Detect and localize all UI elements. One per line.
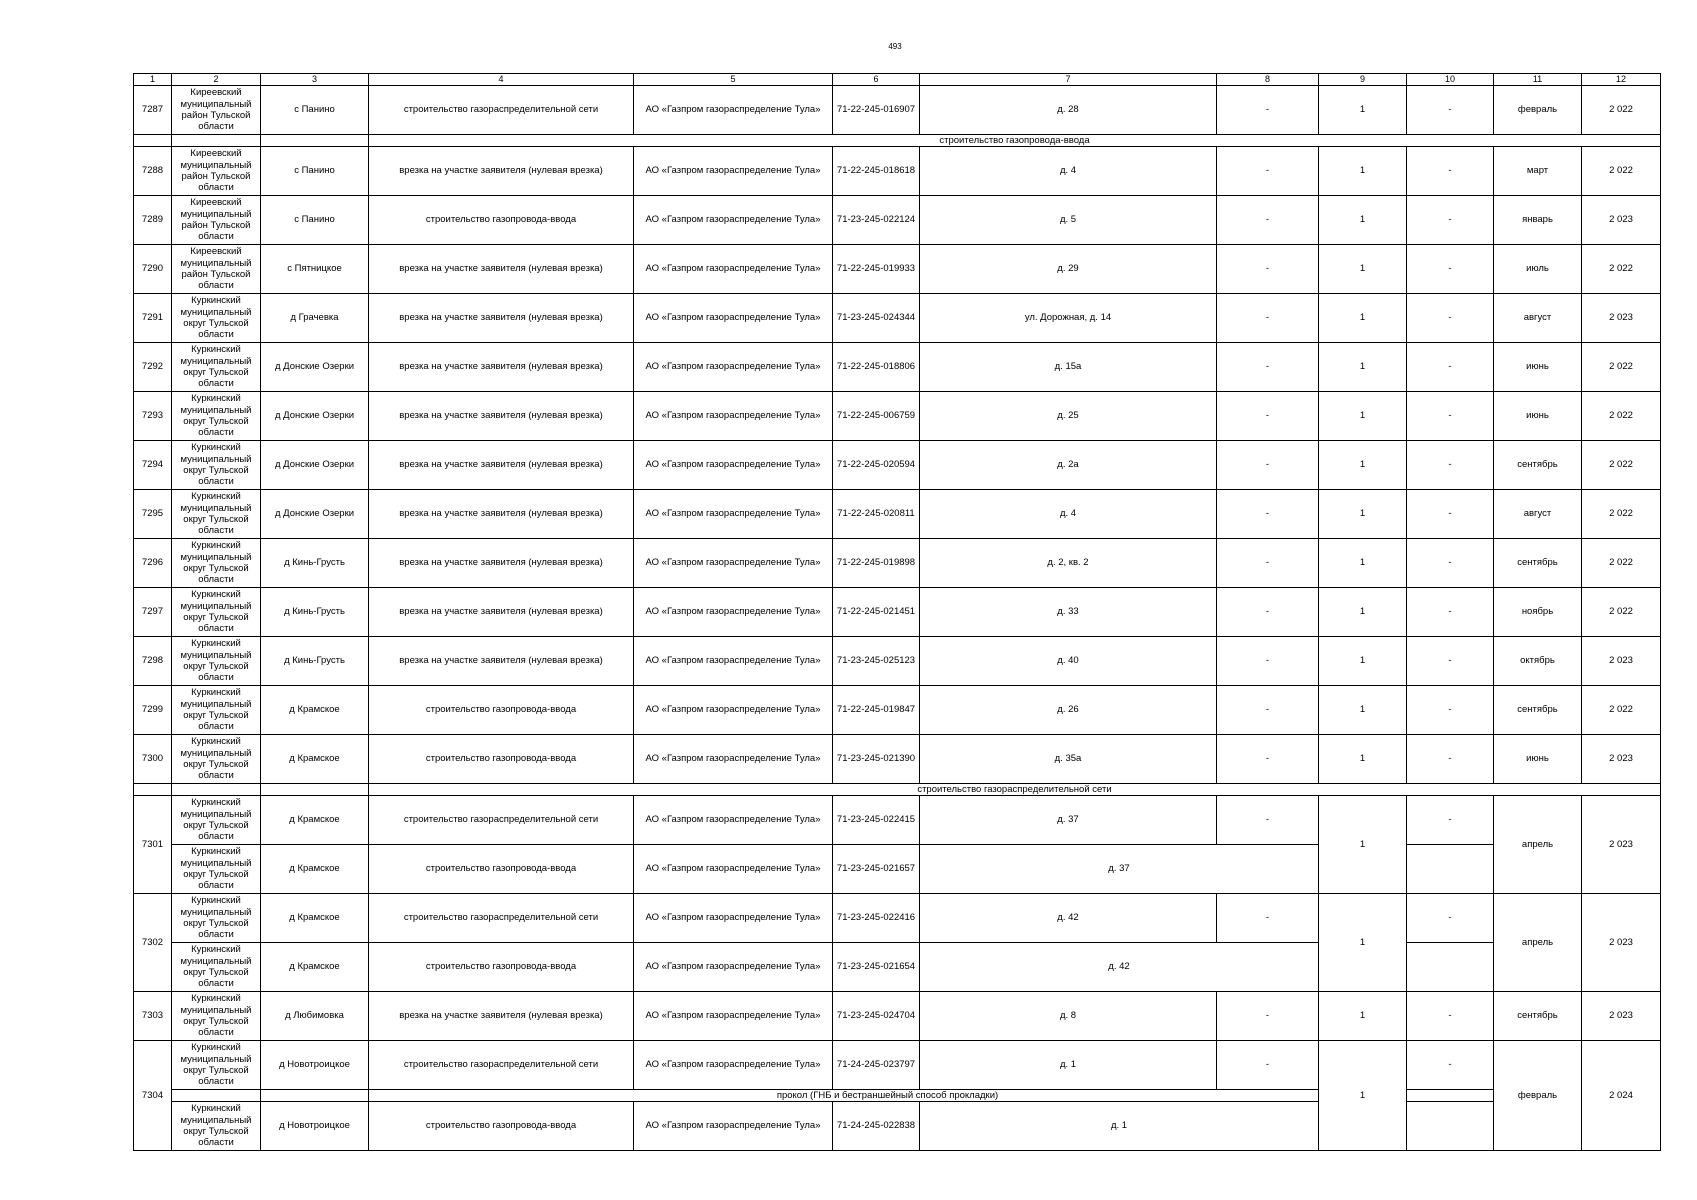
address-cell: д. 15а bbox=[920, 343, 1217, 392]
work-type-cell: строительство газопровода-ввода bbox=[369, 735, 634, 784]
work-type-cell: строительство газораспределительной сети bbox=[369, 894, 634, 943]
column-header: 4 bbox=[369, 74, 634, 86]
organization-cell: АО «Газпром газораспределение Тула» bbox=[634, 539, 833, 588]
organization-cell: АО «Газпром газораспределение Тула» bbox=[634, 294, 833, 343]
municipality-cell: Куркинский муниципальный округ Тульской области bbox=[172, 392, 261, 441]
year-cell: 2 023 bbox=[1582, 196, 1661, 245]
column-header: 8 bbox=[1217, 74, 1319, 86]
address-cell: д. 35а bbox=[920, 735, 1217, 784]
column-9-cell: 1 bbox=[1319, 490, 1407, 539]
empty-cell bbox=[261, 135, 369, 147]
row-number-cell: 7304 bbox=[134, 1041, 172, 1151]
column-10-cell: - bbox=[1407, 343, 1494, 392]
column-10-cell: - bbox=[1407, 196, 1494, 245]
column-8-cell: - bbox=[1217, 490, 1319, 539]
contract-code-cell: 71-22-245-019898 bbox=[833, 539, 920, 588]
row-number-cell: 7299 bbox=[134, 686, 172, 735]
table-row bbox=[134, 588, 1661, 637]
settlement-cell: д Крамское bbox=[261, 894, 369, 943]
column-9-cell: 1 bbox=[1319, 245, 1407, 294]
table-row bbox=[134, 735, 1661, 784]
column-8-cell: - bbox=[1217, 147, 1319, 196]
municipality-cell: Куркинский муниципальный округ Тульской области bbox=[172, 796, 261, 845]
municipality-cell: Куркинский муниципальный округ Тульской области bbox=[172, 686, 261, 735]
work-type-cell: врезка на участке заявителя (нулевая врезка) bbox=[369, 343, 634, 392]
year-cell: 2 023 bbox=[1582, 992, 1661, 1041]
column-10-cell: - bbox=[1407, 588, 1494, 637]
municipality-cell: Киреевский муниципальный район Тульской области bbox=[172, 147, 261, 196]
column-10-cell: - bbox=[1407, 686, 1494, 735]
settlement-cell: д Грачевка bbox=[261, 294, 369, 343]
empty-cell bbox=[1407, 1102, 1494, 1151]
work-type-cell: врезка на участке заявителя (нулевая врезка) bbox=[369, 441, 634, 490]
address-cell: д. 4 bbox=[920, 147, 1217, 196]
column-8-cell: - bbox=[1217, 245, 1319, 294]
organization-cell: АО «Газпром газораспределение Тула» bbox=[634, 943, 833, 992]
month-cell: август bbox=[1494, 490, 1582, 539]
organization-cell: АО «Газпром газораспределение Тула» bbox=[634, 343, 833, 392]
column-8-cell: - bbox=[1217, 392, 1319, 441]
column-10-cell: - bbox=[1407, 294, 1494, 343]
page-number: 493 bbox=[888, 42, 902, 51]
table-row bbox=[134, 343, 1661, 392]
month-cell: сентябрь bbox=[1494, 686, 1582, 735]
table-row bbox=[134, 294, 1661, 343]
column-10-cell: - bbox=[1407, 392, 1494, 441]
row-number-cell: 7300 bbox=[134, 735, 172, 784]
municipality-cell: Киреевский муниципальный район Тульской области bbox=[172, 86, 261, 135]
column-9-cell: 1 bbox=[1319, 147, 1407, 196]
row-number-cell: 7297 bbox=[134, 588, 172, 637]
settlement-cell: с Пятницкое bbox=[261, 245, 369, 294]
organization-cell: АО «Газпром газораспределение Тула» bbox=[634, 894, 833, 943]
municipality-cell: Куркинский муниципальный округ Тульской области bbox=[172, 294, 261, 343]
column-header: 1 bbox=[134, 74, 172, 86]
table-row bbox=[134, 539, 1661, 588]
column-8-cell: - bbox=[1217, 441, 1319, 490]
contract-code-cell: 71-22-245-018806 bbox=[833, 343, 920, 392]
work-type-cell: строительство газораспределительной сети bbox=[369, 1041, 634, 1090]
work-type-cell: строительство газопровода-ввода bbox=[369, 1102, 634, 1151]
organization-cell: АО «Газпром газораспределение Тула» bbox=[634, 588, 833, 637]
organization-cell: АО «Газпром газораспределение Тула» bbox=[634, 992, 833, 1041]
municipality-cell: Куркинский муниципальный округ Тульской области bbox=[172, 539, 261, 588]
year-cell: 2 023 bbox=[1582, 735, 1661, 784]
table-row bbox=[134, 147, 1661, 196]
column-9-cell: 1 bbox=[1319, 86, 1407, 135]
column-header: 10 bbox=[1407, 74, 1494, 86]
address-cell: д. 2а bbox=[920, 441, 1217, 490]
address-cell: д. 40 bbox=[920, 637, 1217, 686]
municipality-cell: Куркинский муниципальный округ Тульской области bbox=[172, 490, 261, 539]
contract-code-cell: 71-23-245-024704 bbox=[833, 992, 920, 1041]
table-row bbox=[134, 637, 1661, 686]
table-row bbox=[134, 86, 1661, 135]
year-cell: 2 022 bbox=[1582, 147, 1661, 196]
column-8-cell: - bbox=[1217, 343, 1319, 392]
column-9-cell: 1 bbox=[1319, 735, 1407, 784]
address-cell: д. 26 bbox=[920, 686, 1217, 735]
month-cell: март bbox=[1494, 147, 1582, 196]
contract-code-cell: 71-22-245-020811 bbox=[833, 490, 920, 539]
column-8-cell: - bbox=[1217, 86, 1319, 135]
column-10-cell: - bbox=[1407, 441, 1494, 490]
row-number-cell: 7293 bbox=[134, 392, 172, 441]
note-row bbox=[134, 135, 1661, 147]
organization-cell: АО «Газпром газораспределение Тула» bbox=[634, 845, 833, 894]
column-8-cell: - bbox=[1217, 1041, 1319, 1090]
table-row bbox=[134, 490, 1661, 539]
column-header: 12 bbox=[1582, 74, 1661, 86]
empty-cell bbox=[261, 1090, 369, 1102]
contract-code-cell: 71-23-245-022124 bbox=[833, 196, 920, 245]
column-8-cell: - bbox=[1217, 735, 1319, 784]
empty-cell bbox=[172, 135, 261, 147]
table-row bbox=[134, 845, 1661, 894]
work-type-cell: строительство газораспределительной сети bbox=[369, 86, 634, 135]
year-cell: 2 022 bbox=[1582, 588, 1661, 637]
contract-code-cell: 71-22-245-019933 bbox=[833, 245, 920, 294]
row-number-cell: 7295 bbox=[134, 490, 172, 539]
year-cell: 2 022 bbox=[1582, 343, 1661, 392]
month-cell: октябрь bbox=[1494, 637, 1582, 686]
settlement-cell: с Панино bbox=[261, 86, 369, 135]
column-10-cell: - bbox=[1407, 147, 1494, 196]
month-cell: июнь bbox=[1494, 392, 1582, 441]
settlement-cell: д Донские Озерки bbox=[261, 343, 369, 392]
work-type-cell: врезка на участке заявителя (нулевая врезка) bbox=[369, 294, 634, 343]
year-cell: 2 022 bbox=[1582, 441, 1661, 490]
column-9-cell: 1 bbox=[1319, 686, 1407, 735]
settlement-cell: д Донские Озерки bbox=[261, 392, 369, 441]
table-row bbox=[134, 943, 1661, 992]
table-row bbox=[134, 245, 1661, 294]
settlement-cell: д Новотроицкое bbox=[261, 1041, 369, 1090]
organization-cell: АО «Газпром газораспределение Тула» bbox=[634, 735, 833, 784]
work-type-cell: врезка на участке заявителя (нулевая врезка) bbox=[369, 392, 634, 441]
month-cell: ноябрь bbox=[1494, 588, 1582, 637]
table-row bbox=[134, 1041, 1661, 1090]
settlement-cell: д Донские Озерки bbox=[261, 490, 369, 539]
empty-cell bbox=[1407, 1090, 1494, 1102]
column-10-cell: - bbox=[1407, 894, 1494, 943]
month-cell: июнь bbox=[1494, 343, 1582, 392]
note-cell: строительство газораспределительной сети bbox=[369, 784, 1661, 796]
column-10-cell: - bbox=[1407, 735, 1494, 784]
work-type-cell: врезка на участке заявителя (нулевая врезка) bbox=[369, 147, 634, 196]
work-type-cell: строительство газораспределительной сети bbox=[369, 796, 634, 845]
row-number-cell: 7289 bbox=[134, 196, 172, 245]
column-8-cell: - bbox=[1217, 637, 1319, 686]
note-cell: прокол (ГНБ и бестраншейный способ прокладки) bbox=[369, 1090, 1407, 1102]
organization-cell: АО «Газпром газораспределение Тула» bbox=[634, 196, 833, 245]
column-header: 7 bbox=[920, 74, 1217, 86]
table-row bbox=[134, 894, 1661, 943]
table-row bbox=[134, 686, 1661, 735]
contract-code-cell: 71-23-245-025123 bbox=[833, 637, 920, 686]
column-9-cell: 1 bbox=[1319, 343, 1407, 392]
contract-code-cell: 71-22-245-016907 bbox=[833, 86, 920, 135]
row-number-cell: 7291 bbox=[134, 294, 172, 343]
settlement-cell: д Кинь-Грусть bbox=[261, 539, 369, 588]
address-cell: д. 33 bbox=[920, 588, 1217, 637]
column-9-cell: 1 bbox=[1319, 1041, 1407, 1151]
month-cell: август bbox=[1494, 294, 1582, 343]
address-cell: д. 42 bbox=[920, 894, 1217, 943]
contract-code-cell: 71-24-245-023797 bbox=[833, 1041, 920, 1090]
municipality-cell: Куркинский муниципальный округ Тульской области bbox=[172, 637, 261, 686]
column-8-cell: - bbox=[1217, 196, 1319, 245]
table-row bbox=[134, 796, 1661, 845]
work-type-cell: строительство газопровода-ввода bbox=[369, 196, 634, 245]
contract-code-cell: 71-23-245-021390 bbox=[833, 735, 920, 784]
settlement-cell: д Крамское bbox=[261, 686, 369, 735]
month-cell: сентябрь bbox=[1494, 441, 1582, 490]
contract-code-cell: 71-23-245-021657 bbox=[833, 845, 920, 894]
municipality-cell: Киреевский муниципальный район Тульской области bbox=[172, 196, 261, 245]
column-8-cell: - bbox=[1217, 894, 1319, 943]
municipality-cell: Куркинский муниципальный округ Тульской области bbox=[172, 588, 261, 637]
settlement-cell: д Донские Озерки bbox=[261, 441, 369, 490]
month-cell: февраль bbox=[1494, 1041, 1582, 1151]
row-number-cell: 7294 bbox=[134, 441, 172, 490]
empty-cell bbox=[172, 784, 261, 796]
year-cell: 2 023 bbox=[1582, 294, 1661, 343]
organization-cell: АО «Газпром газораспределение Тула» bbox=[634, 392, 833, 441]
contract-code-cell: 71-22-245-021451 bbox=[833, 588, 920, 637]
settlement-cell: д Кинь-Грусть bbox=[261, 588, 369, 637]
month-cell: сентябрь bbox=[1494, 539, 1582, 588]
column-10-cell: - bbox=[1407, 86, 1494, 135]
column-9-cell: 1 bbox=[1319, 392, 1407, 441]
column-8-cell: - bbox=[1217, 796, 1319, 845]
column-8-cell: - bbox=[1217, 992, 1319, 1041]
empty-cell bbox=[1407, 943, 1494, 992]
address-cell: д. 29 bbox=[920, 245, 1217, 294]
column-8-cell: - bbox=[1217, 539, 1319, 588]
row-number-cell: 7292 bbox=[134, 343, 172, 392]
address-cell: д. 42 bbox=[920, 943, 1319, 992]
month-cell: июль bbox=[1494, 245, 1582, 294]
contract-code-cell: 71-22-245-019847 bbox=[833, 686, 920, 735]
organization-cell: АО «Газпром газораспределение Тула» bbox=[634, 637, 833, 686]
column-8-cell: - bbox=[1217, 588, 1319, 637]
table-row bbox=[134, 196, 1661, 245]
row-number-cell: 7287 bbox=[134, 86, 172, 135]
empty-cell bbox=[134, 784, 172, 796]
row-number-cell: 7302 bbox=[134, 894, 172, 992]
organization-cell: АО «Газпром газораспределение Тула» bbox=[634, 490, 833, 539]
contract-code-cell: 71-22-245-006759 bbox=[833, 392, 920, 441]
address-cell: д. 25 bbox=[920, 392, 1217, 441]
column-header: 6 bbox=[833, 74, 920, 86]
column-10-cell: - bbox=[1407, 796, 1494, 845]
municipality-cell: Куркинский муниципальный округ Тульской области bbox=[172, 992, 261, 1041]
empty-cell bbox=[261, 784, 369, 796]
column-10-cell: - bbox=[1407, 637, 1494, 686]
organization-cell: АО «Газпром газораспределение Тула» bbox=[634, 245, 833, 294]
year-cell: 2 022 bbox=[1582, 539, 1661, 588]
organization-cell: АО «Газпром газораспределение Тула» bbox=[634, 686, 833, 735]
address-cell: д. 8 bbox=[920, 992, 1217, 1041]
settlement-cell: д Кинь-Грусть bbox=[261, 637, 369, 686]
empty-cell bbox=[1407, 845, 1494, 894]
column-9-cell: 1 bbox=[1319, 294, 1407, 343]
municipality-cell: Куркинский муниципальный округ Тульской области bbox=[172, 845, 261, 894]
work-type-cell: врезка на участке заявителя (нулевая врезка) bbox=[369, 637, 634, 686]
note-row bbox=[134, 1090, 1661, 1102]
settlement-cell: с Панино bbox=[261, 196, 369, 245]
address-cell: д. 37 bbox=[920, 845, 1319, 894]
row-number-cell: 7301 bbox=[134, 796, 172, 894]
organization-cell: АО «Газпром газораспределение Тула» bbox=[634, 1041, 833, 1090]
settlement-cell: д Любимовка bbox=[261, 992, 369, 1041]
year-cell: 2 022 bbox=[1582, 392, 1661, 441]
column-9-cell: 1 bbox=[1319, 894, 1407, 992]
column-header-row bbox=[134, 74, 1661, 86]
row-number-cell: 7296 bbox=[134, 539, 172, 588]
gas-connection-table bbox=[133, 73, 1661, 1151]
contract-code-cell: 71-24-245-022838 bbox=[833, 1102, 920, 1151]
address-cell: д. 28 bbox=[920, 86, 1217, 135]
organization-cell: АО «Газпром газораспределение Тула» bbox=[634, 1102, 833, 1151]
month-cell: июнь bbox=[1494, 735, 1582, 784]
settlement-cell: д Крамское bbox=[261, 845, 369, 894]
municipality-cell: Куркинский муниципальный округ Тульской области bbox=[172, 1102, 261, 1151]
column-header: 5 bbox=[634, 74, 833, 86]
municipality-cell: Куркинский муниципальный округ Тульской области bbox=[172, 735, 261, 784]
column-header: 2 bbox=[172, 74, 261, 86]
year-cell: 2 023 bbox=[1582, 637, 1661, 686]
organization-cell: АО «Газпром газораспределение Тула» bbox=[634, 441, 833, 490]
work-type-cell: врезка на участке заявителя (нулевая врезка) bbox=[369, 992, 634, 1041]
contract-code-cell: 71-23-245-022416 bbox=[833, 894, 920, 943]
table-row bbox=[134, 1102, 1661, 1151]
municipality-cell: Киреевский муниципальный район Тульской области bbox=[172, 245, 261, 294]
address-cell: д. 2, кв. 2 bbox=[920, 539, 1217, 588]
work-type-cell: врезка на участке заявителя (нулевая врезка) bbox=[369, 490, 634, 539]
contract-code-cell: 71-22-245-020594 bbox=[833, 441, 920, 490]
address-cell: д. 5 bbox=[920, 196, 1217, 245]
month-cell: январь bbox=[1494, 196, 1582, 245]
contract-code-cell: 71-23-245-022415 bbox=[833, 796, 920, 845]
year-cell: 2 022 bbox=[1582, 686, 1661, 735]
address-cell: д. 1 bbox=[920, 1102, 1319, 1151]
municipality-cell: Куркинский муниципальный округ Тульской области bbox=[172, 343, 261, 392]
municipality-cell: Куркинский муниципальный округ Тульской области bbox=[172, 894, 261, 943]
column-10-cell: - bbox=[1407, 992, 1494, 1041]
column-9-cell: 1 bbox=[1319, 796, 1407, 894]
column-9-cell: 1 bbox=[1319, 539, 1407, 588]
column-header: 3 bbox=[261, 74, 369, 86]
note-cell: строительство газопровода-ввода bbox=[369, 135, 1661, 147]
column-9-cell: 1 bbox=[1319, 441, 1407, 490]
address-cell: д. 4 bbox=[920, 490, 1217, 539]
month-cell: сентябрь bbox=[1494, 992, 1582, 1041]
address-cell: д. 1 bbox=[920, 1041, 1217, 1090]
column-9-cell: 1 bbox=[1319, 637, 1407, 686]
month-cell: апрель bbox=[1494, 796, 1582, 894]
year-cell: 2 023 bbox=[1582, 894, 1661, 992]
settlement-cell: д Крамское bbox=[261, 735, 369, 784]
table-row bbox=[134, 992, 1661, 1041]
column-10-cell: - bbox=[1407, 245, 1494, 294]
row-number-cell: 7288 bbox=[134, 147, 172, 196]
address-cell: д. 37 bbox=[920, 796, 1217, 845]
year-cell: 2 023 bbox=[1582, 796, 1661, 894]
table-row bbox=[134, 392, 1661, 441]
empty-cell bbox=[134, 135, 172, 147]
column-8-cell: - bbox=[1217, 294, 1319, 343]
year-cell: 2 022 bbox=[1582, 490, 1661, 539]
settlement-cell: д Крамское bbox=[261, 796, 369, 845]
work-type-cell: строительство газопровода-ввода bbox=[369, 845, 634, 894]
work-type-cell: врезка на участке заявителя (нулевая врезка) bbox=[369, 539, 634, 588]
column-10-cell: - bbox=[1407, 490, 1494, 539]
settlement-cell: д Новотроицкое bbox=[261, 1102, 369, 1151]
column-9-cell: 1 bbox=[1319, 992, 1407, 1041]
contract-code-cell: 71-22-245-018618 bbox=[833, 147, 920, 196]
column-9-cell: 1 bbox=[1319, 196, 1407, 245]
organization-cell: АО «Газпром газораспределение Тула» bbox=[634, 147, 833, 196]
month-cell: апрель bbox=[1494, 894, 1582, 992]
address-cell: ул. Дорожная, д. 14 bbox=[920, 294, 1217, 343]
row-number-cell: 7298 bbox=[134, 637, 172, 686]
municipality-cell: Куркинский муниципальный округ Тульской области bbox=[172, 943, 261, 992]
column-10-cell: - bbox=[1407, 539, 1494, 588]
organization-cell: АО «Газпром газораспределение Тула» bbox=[634, 796, 833, 845]
row-number-cell: 7290 bbox=[134, 245, 172, 294]
work-type-cell: врезка на участке заявителя (нулевая врезка) bbox=[369, 588, 634, 637]
column-8-cell: - bbox=[1217, 686, 1319, 735]
settlement-cell: д Крамское bbox=[261, 943, 369, 992]
contract-code-cell: 71-23-245-024344 bbox=[833, 294, 920, 343]
municipality-cell: Куркинский муниципальный округ Тульской области bbox=[172, 1041, 261, 1090]
year-cell: 2 022 bbox=[1582, 86, 1661, 135]
column-10-cell: - bbox=[1407, 1041, 1494, 1090]
work-type-cell: строительство газопровода-ввода bbox=[369, 943, 634, 992]
column-header: 9 bbox=[1319, 74, 1407, 86]
organization-cell: АО «Газпром газораспределение Тула» bbox=[634, 86, 833, 135]
row-number-cell: 7303 bbox=[134, 992, 172, 1041]
work-type-cell: врезка на участке заявителя (нулевая врезка) bbox=[369, 245, 634, 294]
month-cell: февраль bbox=[1494, 86, 1582, 135]
column-header: 11 bbox=[1494, 74, 1582, 86]
municipality-cell: Куркинский муниципальный округ Тульской области bbox=[172, 441, 261, 490]
work-type-cell: строительство газопровода-ввода bbox=[369, 686, 634, 735]
settlement-cell: с Панино bbox=[261, 147, 369, 196]
note-row bbox=[134, 784, 1661, 796]
column-9-cell: 1 bbox=[1319, 588, 1407, 637]
empty-cell bbox=[172, 1090, 261, 1102]
contract-code-cell: 71-23-245-021654 bbox=[833, 943, 920, 992]
year-cell: 2 024 bbox=[1582, 1041, 1661, 1151]
table-row bbox=[134, 441, 1661, 490]
year-cell: 2 022 bbox=[1582, 245, 1661, 294]
